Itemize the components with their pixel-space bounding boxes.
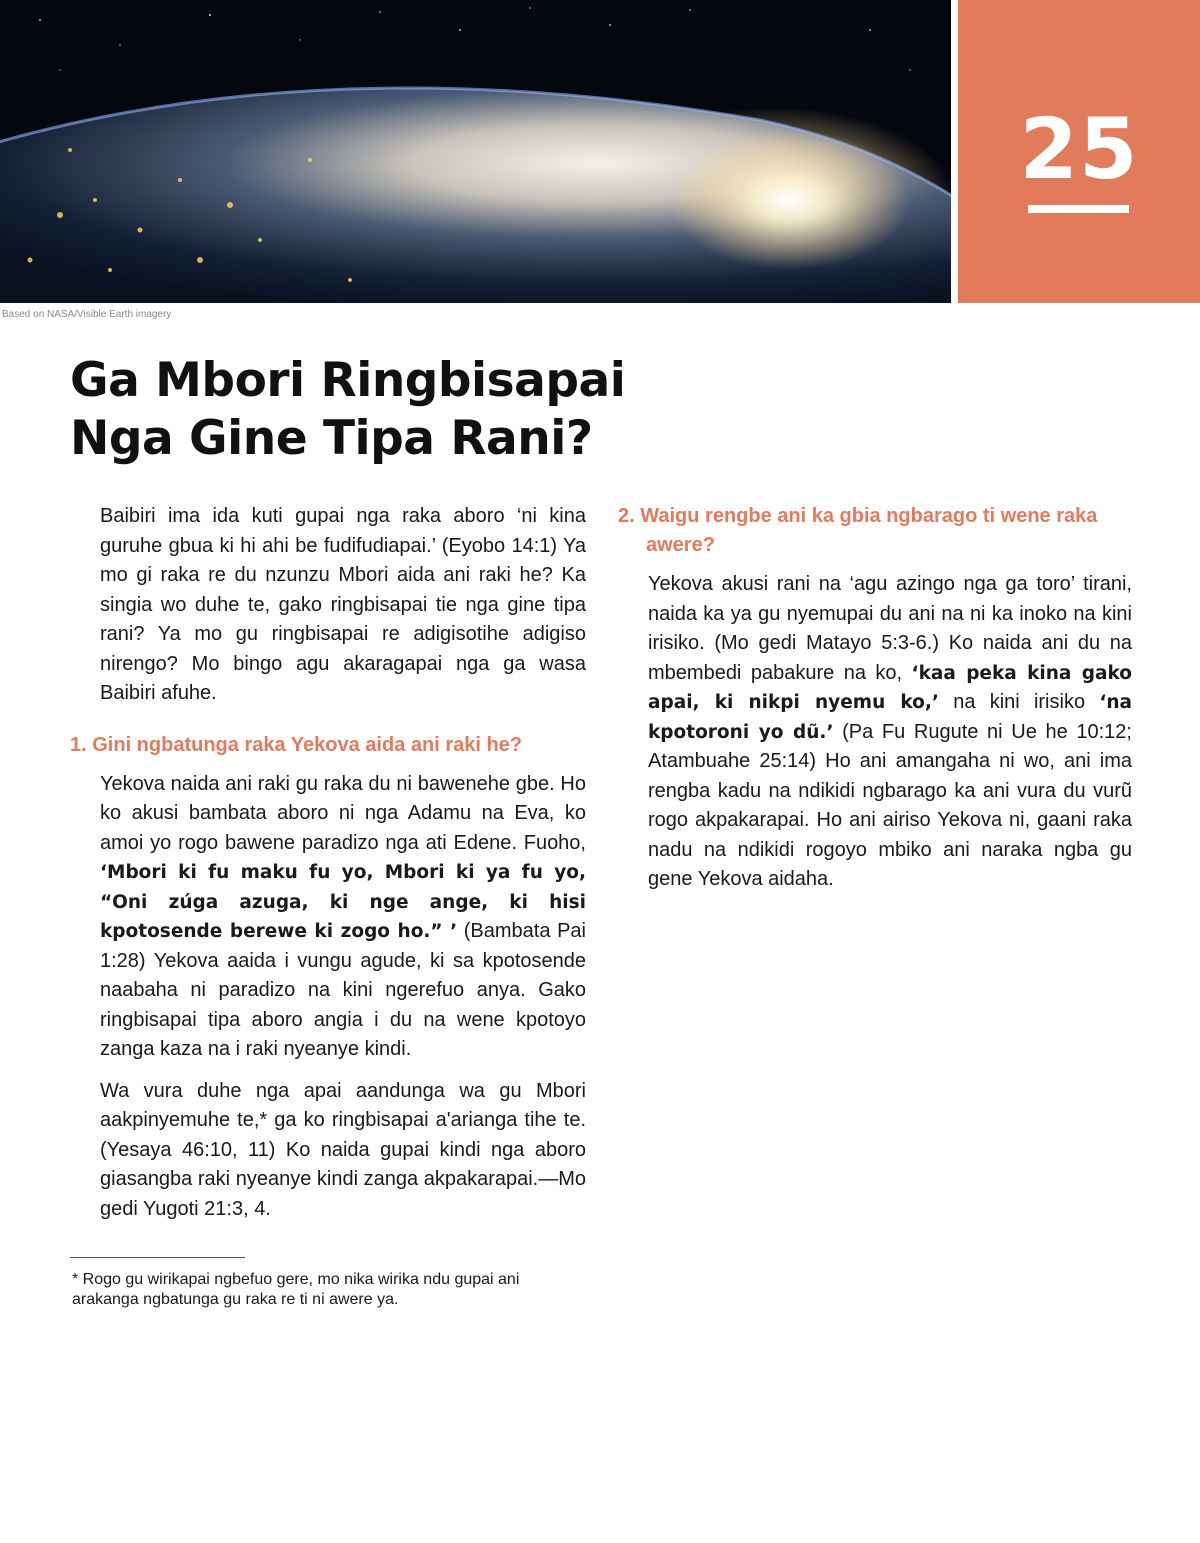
title-line-2: Nga Gine Tipa Rani? <box>70 411 593 466</box>
earth-from-space-icon <box>0 0 951 303</box>
scripture-quote-1: ‘kaa peka kina gako apai, ki nikpi nyemu ko,’ <box>648 662 1132 713</box>
question-2: 2. Waigu rengbe ani ka gbia ngbarago ti wene raka awere? <box>618 505 1098 556</box>
left-column <box>70 502 586 1236</box>
image-credit: Based on NASA/Visible Earth imagery <box>2 309 172 320</box>
intro-paragraph: Baibiri ima ida kuti gupai nga raka aboro ‘ni kina guruhe gbua ki hi ahi be fudifudiapai.’ (Eyobo 14:1) Ya mo gi raka re du nzunzu Mbori aida ani raki he? Ka singia wo duhe te, gako ringbisapai tie nga gine tipa rani? Ya mo gu ringbisapai re adigisotihe adigiso nirengo? Mo bingo agu akaragapai nga ga wasa Baibiri afuhe. <box>100 505 586 704</box>
title-line-1: Ga Mbori Ringbisapai <box>70 353 626 408</box>
section1-paragraph-1: Yekova naida ani raki gu raka du ni bawenehe gbe. Ho ko akusi bambata aboro ni nga Adamu na Eva, ko amoi yo rogo bawene paradizo nga ati Edene. Fuoho, ‘Mbori ki fu maku fu yo, Mbori ki ya fu yo, “Oni zúga azuga, ki nge ange, ki hisi kpotosende berewe ki zogo ho.” ’ (Bambata Pai 1:28) Yekova aaida i vungu agude, ki sa kpotosende naabaha ni paradizo na kini ngerefuo anya. Gako ringbisapai tipa aboro angia i du na wene kpotoyo zanga kaza na i raki nyeanye kindi. <box>100 772 586 1060</box>
chapter-number: 25 <box>1019 100 1139 198</box>
page-title <box>70 352 770 468</box>
chapter-badge <box>958 0 1200 303</box>
hero-earth-image <box>0 0 951 303</box>
right-column <box>618 502 1132 907</box>
scripture-quote-2: ‘na kpotoroni yo dũ.’ <box>648 692 1132 743</box>
section2-paragraph-1: Yekova akusi rani na ‘agu azingo nga ga toro’ tirani, naida ka ya gu nyemupai du ani na ni ka inoko na kini irisiko. (Mo gedi Matayo 5:3-6.) Ko naida ani du na mbembedi pabakure na ko, ‘kaa peka kina gako apai, ki nikpi nyemu ko,’ na kini irisiko ‘na kpotoroni yo dũ.’ (Pa Fu Rugute ni Ue he 10:12; Atambuahe 25:14) Ho ani amangaha ni wo, ani ima rengba kadu na ndikidi ngbarago ka ani vura du vurũ rogo akpakarapai. Ho ani airiso Yekova ni, gaani raka nadu na ndikidi rogoyo mbiko ani naraka ngba gu gene Yekova aidaha. <box>648 573 1132 890</box>
question-1: 1. Gini ngbatunga raka Yekova aida ani raki he? <box>70 733 523 756</box>
footnote-divider <box>70 1257 245 1258</box>
footnote: * Rogo gu wirikapai ngbefuo gere, mo nika wirika ndu gupai ani arakanga ngbatunga gu raka re ti ni awere ya. <box>72 1271 520 1308</box>
scripture-quote: ‘Mbori ki fu maku fu yo, Mbori ki ya fu yo, “Oni zúga azuga, ki nge ange, ki hisi kpotosende berewe ki zogo ho.” ’ <box>100 862 586 942</box>
section1-paragraph-2: Wa vura duhe nga apai aandunga wa gu Mbori aakpinyemuhe te,* ga ko ringbisapai a'arianga tihe te. (Yesaya 46:10, 11) Ko naida gupai kindi nga aboro giasangba raki nyeanye kindi zanga akpakarapai.—Mo gedi Yugoti 21:3, 4. <box>100 1079 586 1220</box>
chapter-underline <box>1028 205 1129 213</box>
star-field <box>39 7 911 71</box>
